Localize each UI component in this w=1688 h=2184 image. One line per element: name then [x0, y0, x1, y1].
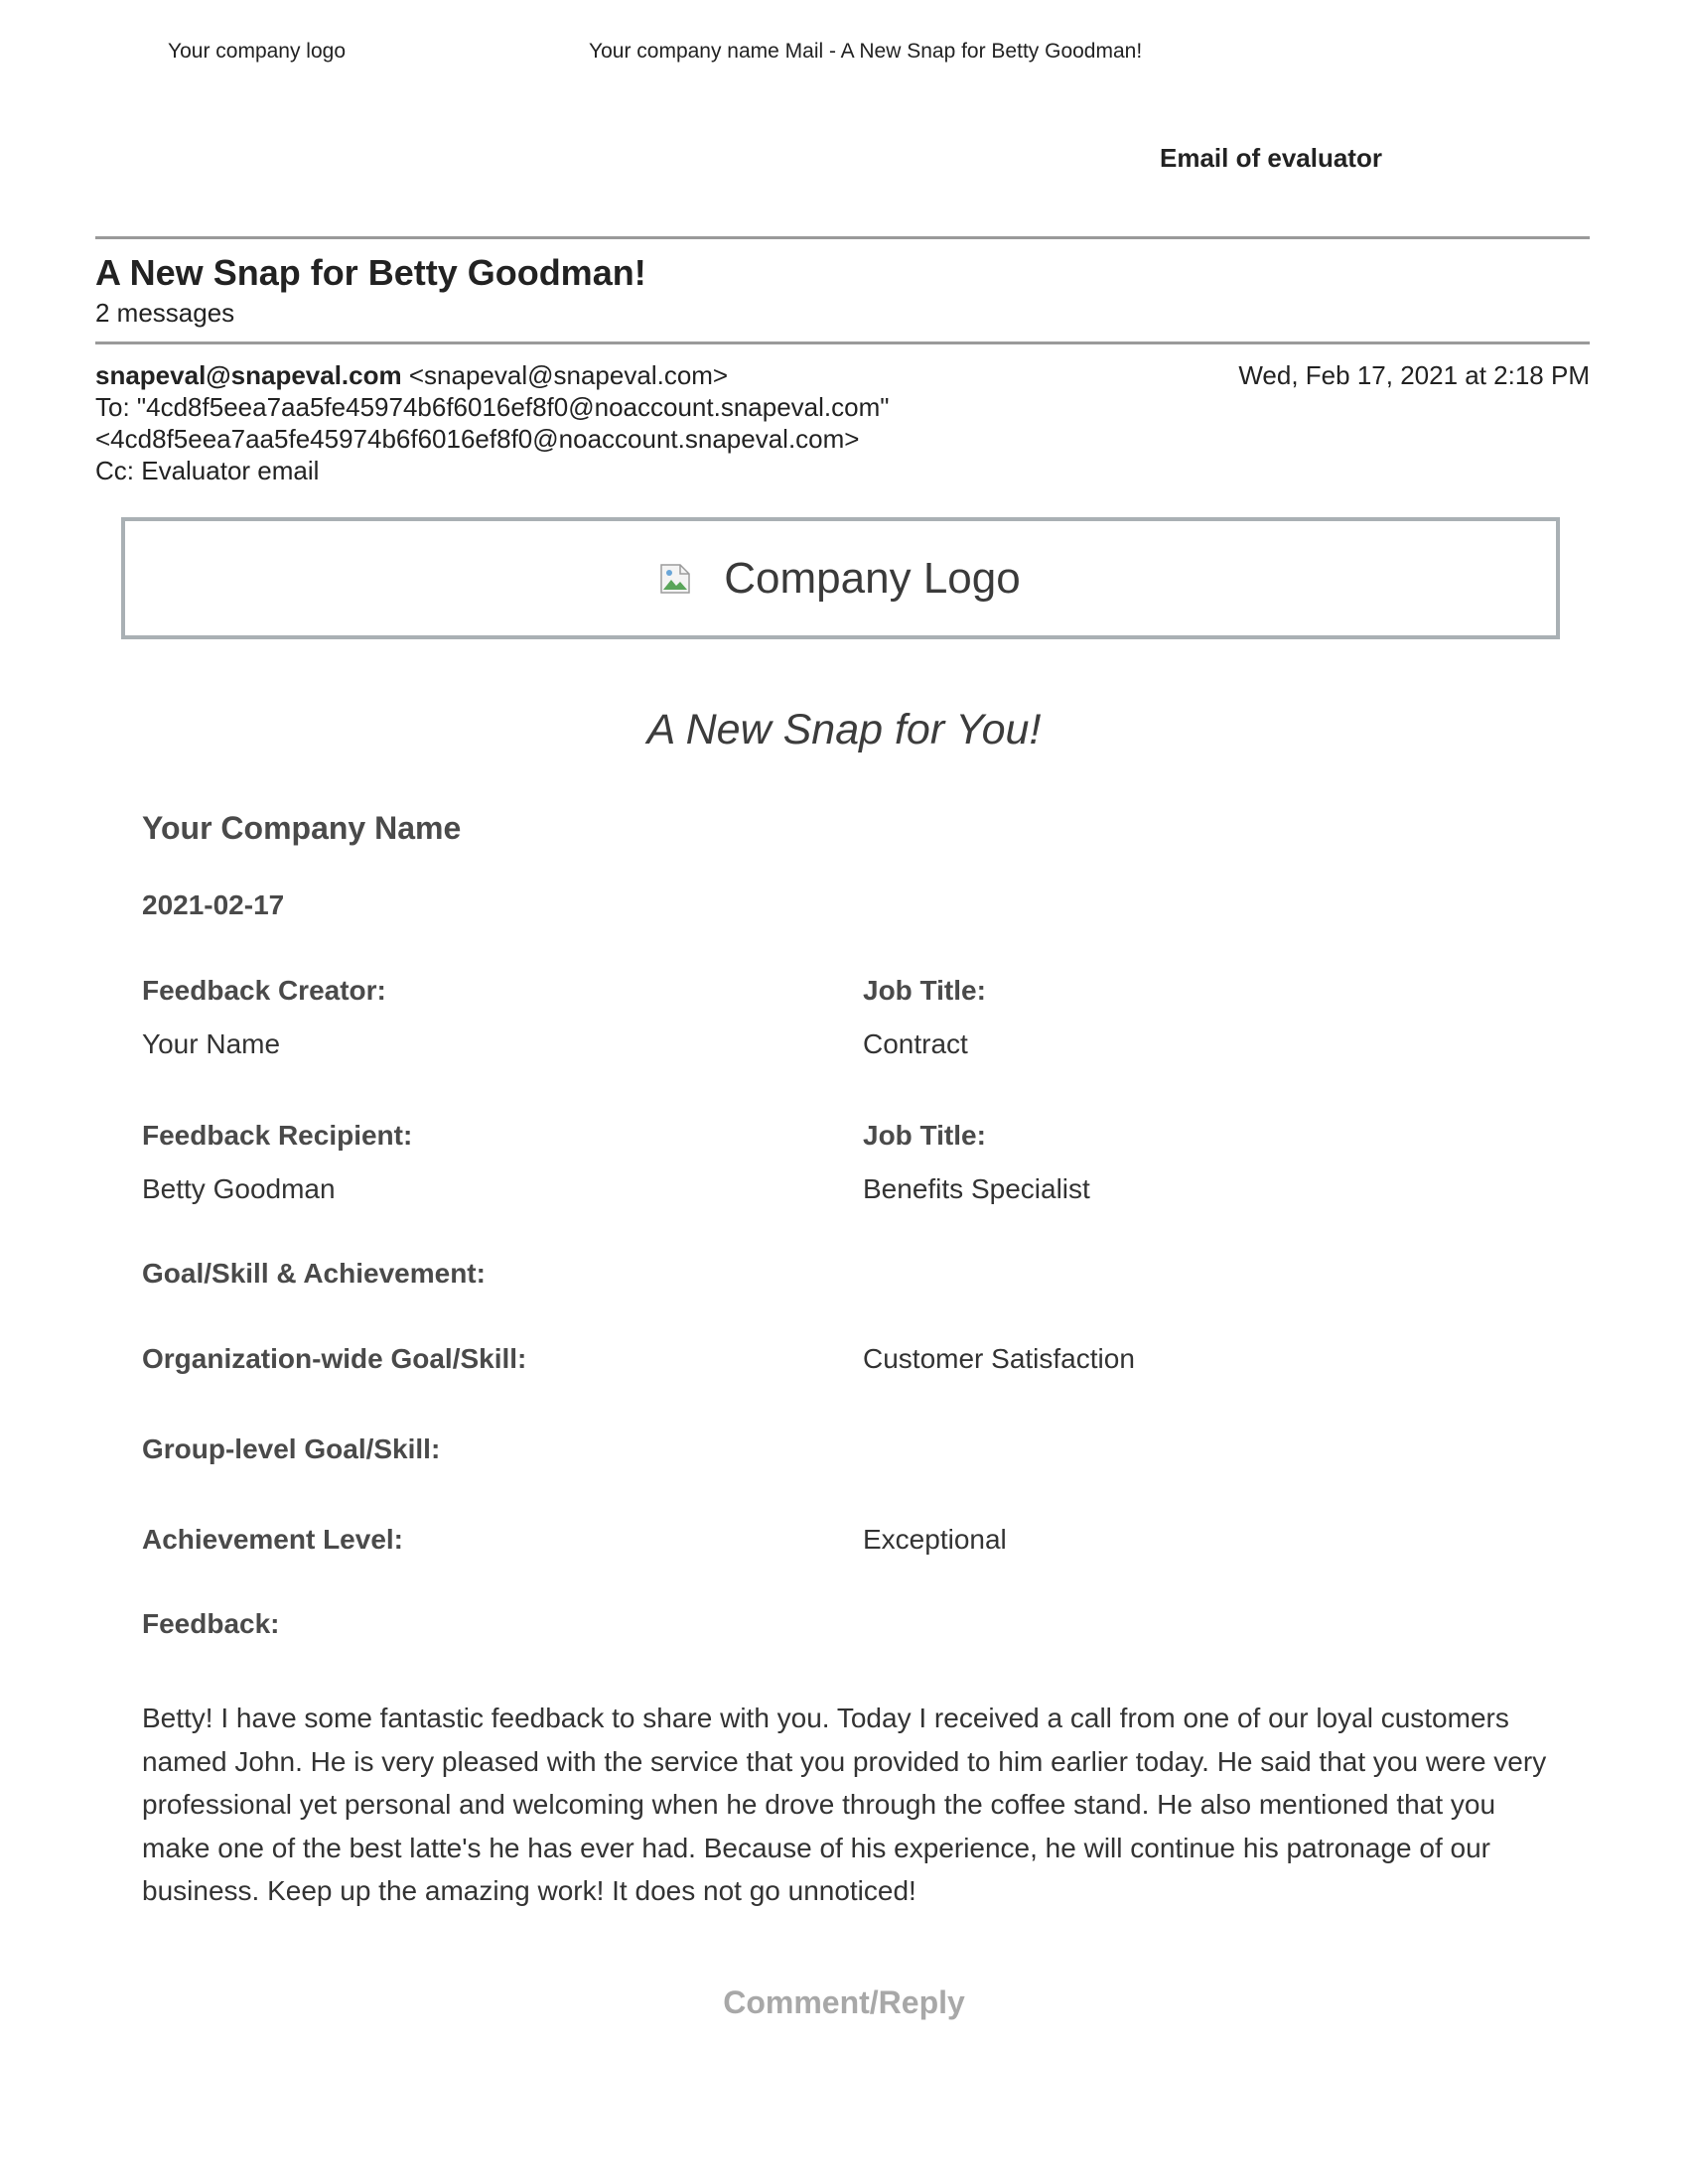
sender-name[interactable]: snapeval@snapeval.com [95, 360, 402, 390]
message-date: Wed, Feb 17, 2021 at 2:18 PM [1238, 360, 1590, 390]
recipient-job-title-label: Job Title: [863, 1120, 986, 1151]
sender-email: <snapeval@snapeval.com> [408, 360, 729, 390]
recipient-job-title-value: Benefits Specialist [863, 1173, 1090, 1204]
feedback-recipient-label: Feedback Recipient: [142, 1120, 413, 1151]
broken-image-icon [660, 564, 690, 594]
company-name: Your Company Name [142, 810, 462, 846]
achievement-level-value: Exceptional [863, 1524, 1007, 1555]
print-header-logo-text: Your company logo [168, 40, 347, 63]
creator-job-title-value: Contract [863, 1028, 968, 1059]
group-goal-label: Group-level Goal/Skill: [142, 1433, 441, 1464]
feedback-label: Feedback: [142, 1608, 280, 1639]
feedback-recipient-value: Betty Goodman [142, 1173, 336, 1204]
creator-job-title-label: Job Title: [863, 975, 986, 1006]
goal-skill-achievement-label: Goal/Skill & Achievement: [142, 1258, 486, 1289]
thread-subject: A New Snap for Betty Goodman! [95, 252, 646, 293]
company-logo-alt-text: Company Logo [724, 553, 1021, 603]
feedback-text: Betty! I have some fantastic feedback to share with you. Today I received a call from one of our loyal customers named John. He is very pleased with the service that you provided to him earlier today. He said that you were very professional yet personal and welcoming when he drove through the coffee stand. He also mentioned that you make one of the best latte's he has ever had. Because of his experience, he will continue his patronage of our business. Keep up the amazing work! It does not go unnoticed! [142, 1703, 1547, 1906]
org-goal-label: Organization-wide Goal/Skill: [142, 1343, 527, 1374]
comment-reply-link[interactable]: Comment/Reply [723, 1984, 965, 2020]
message-count: 2 messages [95, 298, 235, 328]
print-header-mail-title: Your company name Mail - A New Snap for Betty Goodman! [589, 40, 1143, 63]
subject-divider [95, 341, 1590, 344]
feedback-creator-label: Feedback Creator: [142, 975, 386, 1006]
header-divider [95, 236, 1590, 239]
achievement-level-label: Achievement Level: [142, 1524, 403, 1555]
message-to-line1: To: "4cd8f5eea7aa5fe45974b6f6016ef8f0@noaccount.snapeval.com" [95, 392, 890, 422]
message-from [95, 359, 728, 391]
feedback-creator-value: Your Name [142, 1028, 281, 1059]
message-to-line2: <4cd8f5eea7aa5fe45974b6f6016ef8f0@noaccount.snapeval.com> [95, 424, 860, 454]
company-logo [660, 554, 1020, 604]
feedback-date: 2021-02-17 [142, 889, 285, 920]
message-cc: Cc: Evaluator email [95, 456, 320, 485]
company-logo-box [121, 517, 1560, 639]
org-goal-value: Customer Satisfaction [863, 1343, 1135, 1374]
evaluator-email-label: Email of evaluator [1160, 143, 1382, 173]
email-tagline: A New Snap for You! [646, 706, 1042, 753]
